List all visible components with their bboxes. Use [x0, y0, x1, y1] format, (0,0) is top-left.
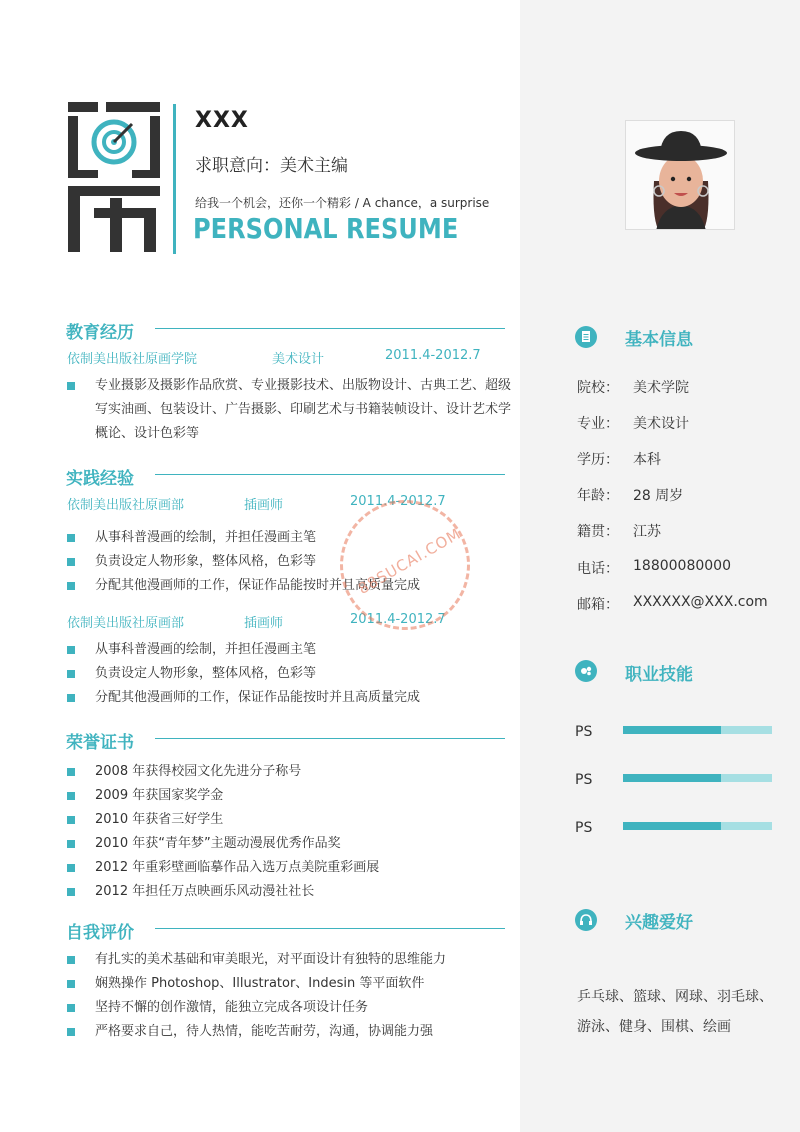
headphones-icon [575, 909, 597, 931]
header-divider [173, 104, 176, 254]
list-item-text: 坚持不懈的创作激情，能独立完成各项设计任务 [95, 1000, 369, 1015]
job-role: 插画师 [244, 498, 284, 513]
info-label: 学历： [577, 452, 619, 468]
info-value: 美术设计 [633, 416, 689, 432]
list-item [67, 948, 515, 972]
info-value: 18800080000 [633, 558, 731, 574]
list-item-text: 2012 年担任万点映画乐风动漫社社长 [95, 884, 315, 899]
list-item-text: 分配其他漫画师的工作，保证作品能按时并且高质量完成 [95, 690, 421, 705]
job-role: 插画师 [244, 616, 284, 631]
info-value: 美术学院 [633, 380, 689, 396]
skill-icon [575, 660, 597, 682]
list-item [67, 832, 515, 856]
info-label: 邮箱： [577, 597, 619, 613]
candidate-name: XXX [195, 108, 249, 133]
section-divider [155, 738, 505, 739]
list-item [67, 880, 515, 904]
document-icon [575, 326, 597, 348]
list-item [67, 808, 515, 832]
list-item [67, 1020, 515, 1044]
skill-bar [623, 822, 772, 830]
list-item [67, 662, 515, 686]
skill-bar [623, 774, 772, 782]
list-item [67, 972, 515, 996]
list-item-text: 负责设定人物形象，整体风格，色彩等 [95, 666, 317, 681]
list-item [67, 784, 515, 808]
skill-bar-fill [623, 822, 721, 830]
education-major: 美术设计 [272, 352, 325, 367]
job-period: 2011.4-2012.7 [350, 612, 446, 627]
job-intent: 求职意向：美术主编 [195, 156, 348, 176]
list-item-text: 2010 年获省三好学生 [95, 812, 224, 827]
section-divider [155, 928, 505, 929]
skill-bar-fill [623, 774, 721, 782]
info-label: 籍贯： [577, 524, 619, 540]
honors-section-title: 荣誉证书 [66, 733, 134, 753]
info-label: 专业： [577, 416, 619, 432]
list-item-text: 有扎实的美术基础和审美眼光，对平面设计有独特的思维能力 [95, 952, 447, 967]
practice-section-title: 实践经验 [66, 469, 134, 489]
education-details [67, 374, 515, 446]
list-item [67, 856, 515, 880]
watermark-stamp [316, 476, 494, 654]
education-section-title: 教育经历 [66, 323, 134, 343]
list-item [67, 996, 515, 1020]
skills-title: 职业技能 [625, 665, 693, 685]
list-item-text: 2008 年获得校园文化先进分子称号 [95, 764, 302, 779]
skill-bar-fill [623, 726, 721, 734]
skill-name: PS [575, 772, 593, 788]
skill-bar [623, 726, 772, 734]
skill-name: PS [575, 820, 593, 836]
section-divider [155, 474, 505, 475]
education-period: 2011.4-2012.7 [385, 348, 481, 363]
slogan: 给我一个机会，还你一个精彩 / A chance，a surprise [195, 196, 490, 210]
self-eval-section-title: 自我评价 [66, 923, 134, 943]
job-company: 依制美出版社原画部 [67, 498, 185, 513]
info-label: 电话： [577, 561, 619, 577]
info-value: 江苏 [633, 524, 661, 540]
basic-info-title: 基本信息 [625, 330, 693, 350]
list-item-text: 2012 年重彩壁画临摹作品入选万点美院重彩画展 [95, 860, 380, 875]
section-divider [155, 328, 505, 329]
info-value: XXXXXX@XXX.com [633, 594, 768, 610]
list-item [67, 638, 515, 662]
resume-logo-icon [66, 100, 162, 256]
list-item-text: 从事科普漫画的绘制，并担任漫画主笔 [95, 642, 317, 657]
list-item-text: 娴熟操作 Photoshop、Illustrator、Indesin 等平面软件 [95, 976, 425, 991]
job-company: 依制美出版社原画部 [67, 616, 185, 631]
list-item-text: 分配其他漫画师的工作，保证作品能按时并且高质量完成 [95, 578, 421, 593]
avatar [625, 120, 735, 230]
list-item [67, 686, 515, 710]
list-item [67, 760, 515, 784]
list-item-text: 负责设定人物形象，整体风格，色彩等 [95, 554, 317, 569]
list-item-text: 从事科普漫画的绘制，并担任漫画主笔 [95, 530, 317, 545]
education-details-text: 专业摄影及摄影作品欣赏、专业摄影技术、出版物设计、古典工艺、超级写实油画、包装设计、广告摄影、印刷艺术与书籍装帧设计、设计艺术学概论、设计色彩等 [95, 378, 512, 441]
hobbies-title: 兴趣爱好 [625, 913, 693, 933]
info-value: 本科 [633, 452, 661, 468]
list-item-text: 2009 年获国家奖学金 [95, 788, 224, 803]
hobbies-text: 乒乓球、篮球、网球、羽毛球、游泳、健身、围棋、绘画 [577, 989, 773, 1035]
list-item-text: 2010 年获“青年梦”主题动漫展优秀作品奖 [95, 836, 341, 851]
job-period: 2011.4-2012.7 [350, 494, 446, 509]
info-label: 年龄： [577, 488, 619, 504]
resume-title: PERSONAL RESUME [193, 212, 459, 245]
avatar-illustration-icon [626, 121, 735, 230]
watermark-text: 88SUCAI.COM [354, 524, 465, 598]
info-value: 28 周岁 [633, 488, 684, 504]
skill-name: PS [575, 724, 593, 740]
info-label: 院校： [577, 380, 619, 396]
list-item-text: 严格要求自己，待人热情，能吃苦耐劳，沟通，协调能力强 [95, 1024, 434, 1039]
education-school: 依制美出版社原画学院 [67, 352, 198, 367]
